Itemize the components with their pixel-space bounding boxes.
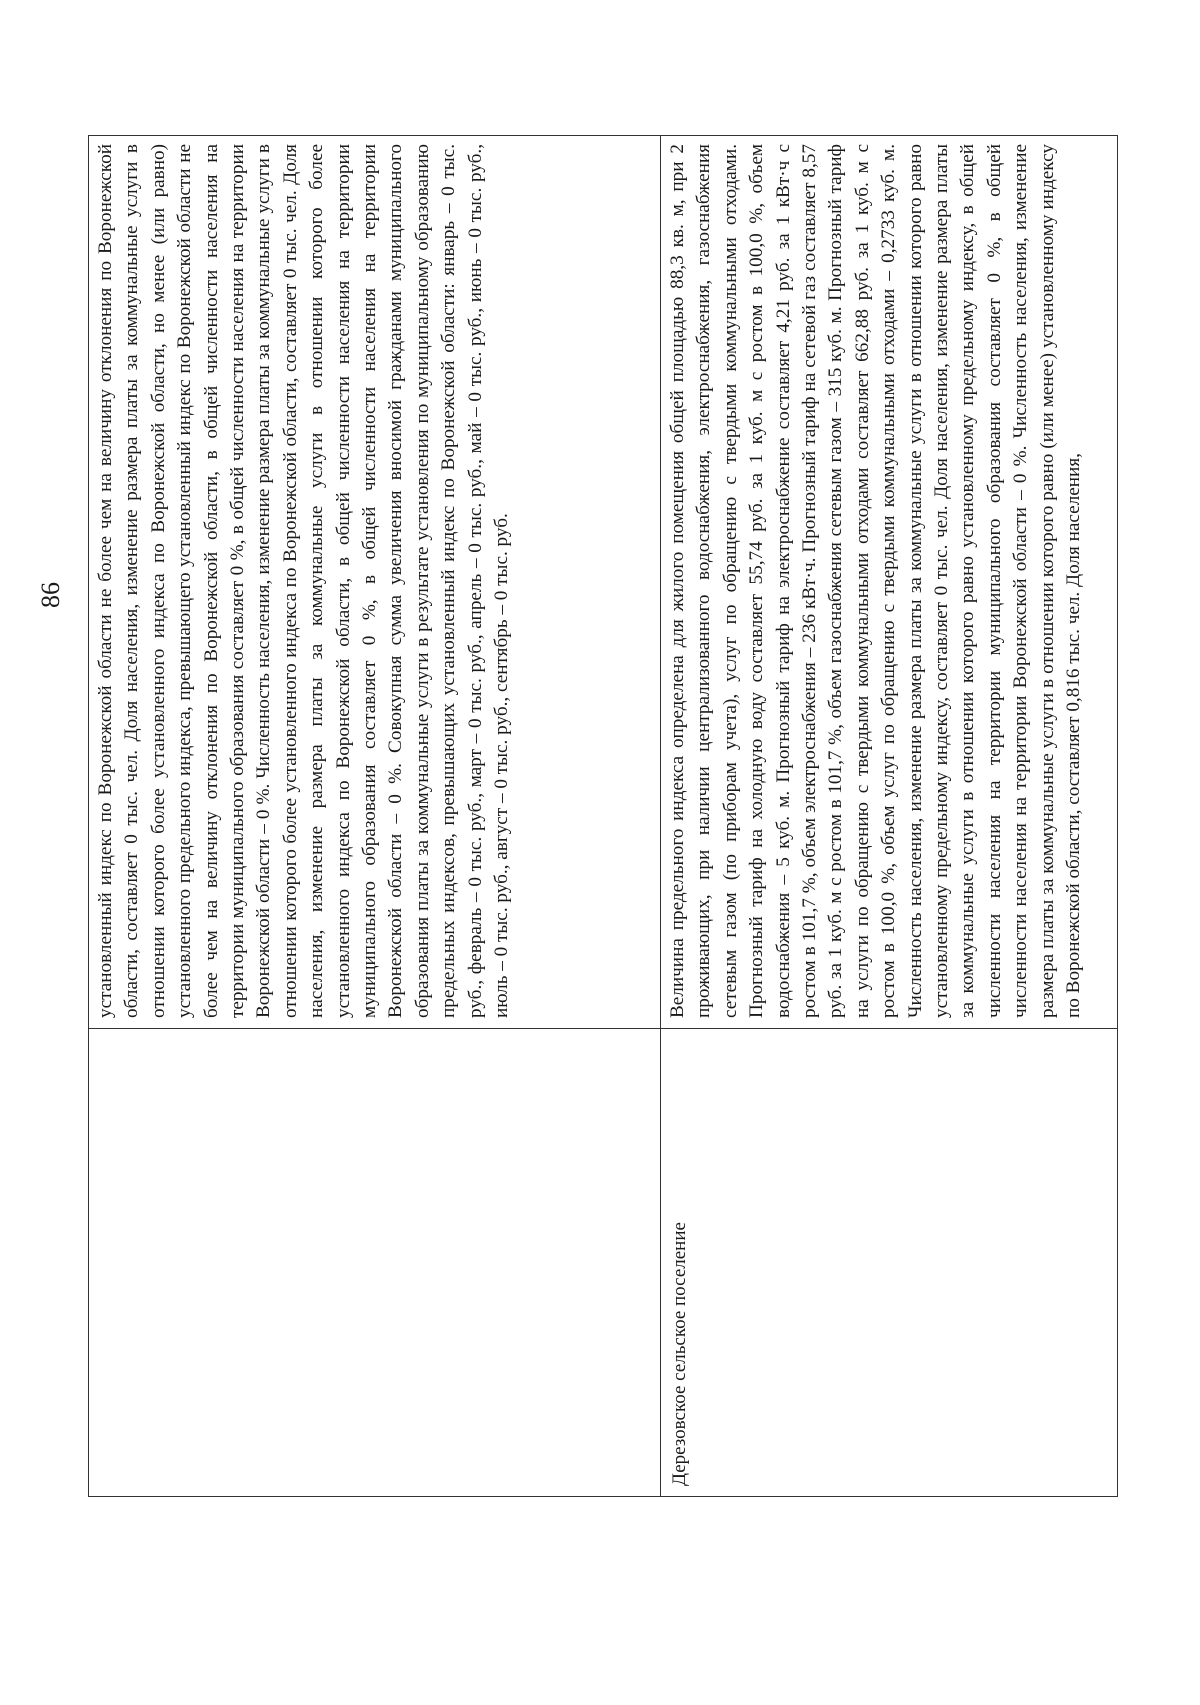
municipality-name-cell xyxy=(89,1028,660,1496)
table-row xyxy=(89,136,661,1496)
table-row xyxy=(661,136,1117,1496)
description-cell: установленный индекс по Воронежской области не более чем на величину отклонения по Воронежской области, составляет 0 тыс. чел. Доля населения, изменение размера платы за коммунальные услуги в отношении которого более установленного индекса по Воронежской области, но менее (или равно) установленного предельного индекса, превышающего установленный индекс по Воронежской области не более чем на величину отклонения по Воронежской области, в общей численности населения на территории муниципального образования составляет 0 %, в общей численности населения на территории Воронежской области – 0 %. Численность населения, изменение размера платы за коммунальные услуги в отношении которого более установленного индекса по Воронежской области, составляет 0 тыс. чел. Доля населения, изменение размера платы за коммунальные услуги в отношении которого более установленного индекса по Воронежской области, в общей численности населения на территории муниципального образования составляет 0 %, в общей численности населения на территории Воронежской области – 0 %. Совокупная сумма увеличения вносимой гражданами муниципального образования платы за коммунальные услуги в результате установления по муниципальному образованию предельных индексов, превышающих установленный индекс по Воронежской области: январь – 0 тыс. руб., февраль – 0 тыс. руб., март – 0 тыс. руб., апрель – 0 тыс. руб., май – 0 тыс. руб., июнь – 0 тыс. руб., июль – 0 тыс. руб., август – 0 тыс. руб., сентябрь – 0 тыс. руб. xyxy=(95,144,513,1018)
description-cell: Величина предельного индекса определена для жилого помещения общей площадью 88,3 кв. м, при 2 проживающих, при наличии централизованного водоснабжения, электроснабжения, газоснабжения сетевым газом (по приборам учета), услуг по обращению с твердыми коммунальными отходами. Прогнозный тариф на холодную воду составляет 55,74 руб. за 1 куб. м с ростом в 100,0 %, объем водоснабжения – 5 куб. м. Прогнозный тариф на электроснабжение составляет 4,21 руб. за 1 кВт·ч с ростом в 101,7 %, объем электроснабжения – 236 кВт·ч. Прогнозный тариф на сетевой газ составляет 8,57 руб. за 1 куб. м с ростом в 101,7 %, объем газоснабжения сетевым газом – 315 куб. м. Прогнозный тариф на услуги по обращению с твердыми коммунальными отходами составляет 662,88 руб. за 1 куб. м с ростом в 100,0 %, объем услуг по обращению с твердыми коммунальными отходами – 0,2733 куб. м. Численность населения, изменение размера платы за коммунальные услуги в отношении которого равно установленному предельному индексу, составляет 0 тыс. чел. Доля населения, изменение размера платы за коммунальные услуги в отношении которого равно установленному предельному индексу, в общей численности населения на территории муниципального образования составляет 0 %, в общей численности населения на территории Воронежской области – 0 %. Численность населения, изменение размера платы за коммунальные услуги в отношении которого равно (или менее) установленному индексу по Воронежской области, составляет 0,816 тыс. чел. Доля населения, xyxy=(667,144,1085,1018)
page-number: 86 xyxy=(36,582,65,608)
data-table xyxy=(88,135,1118,1497)
municipality-name-cell: Дерезовское сельское поселение xyxy=(661,1028,1117,1496)
